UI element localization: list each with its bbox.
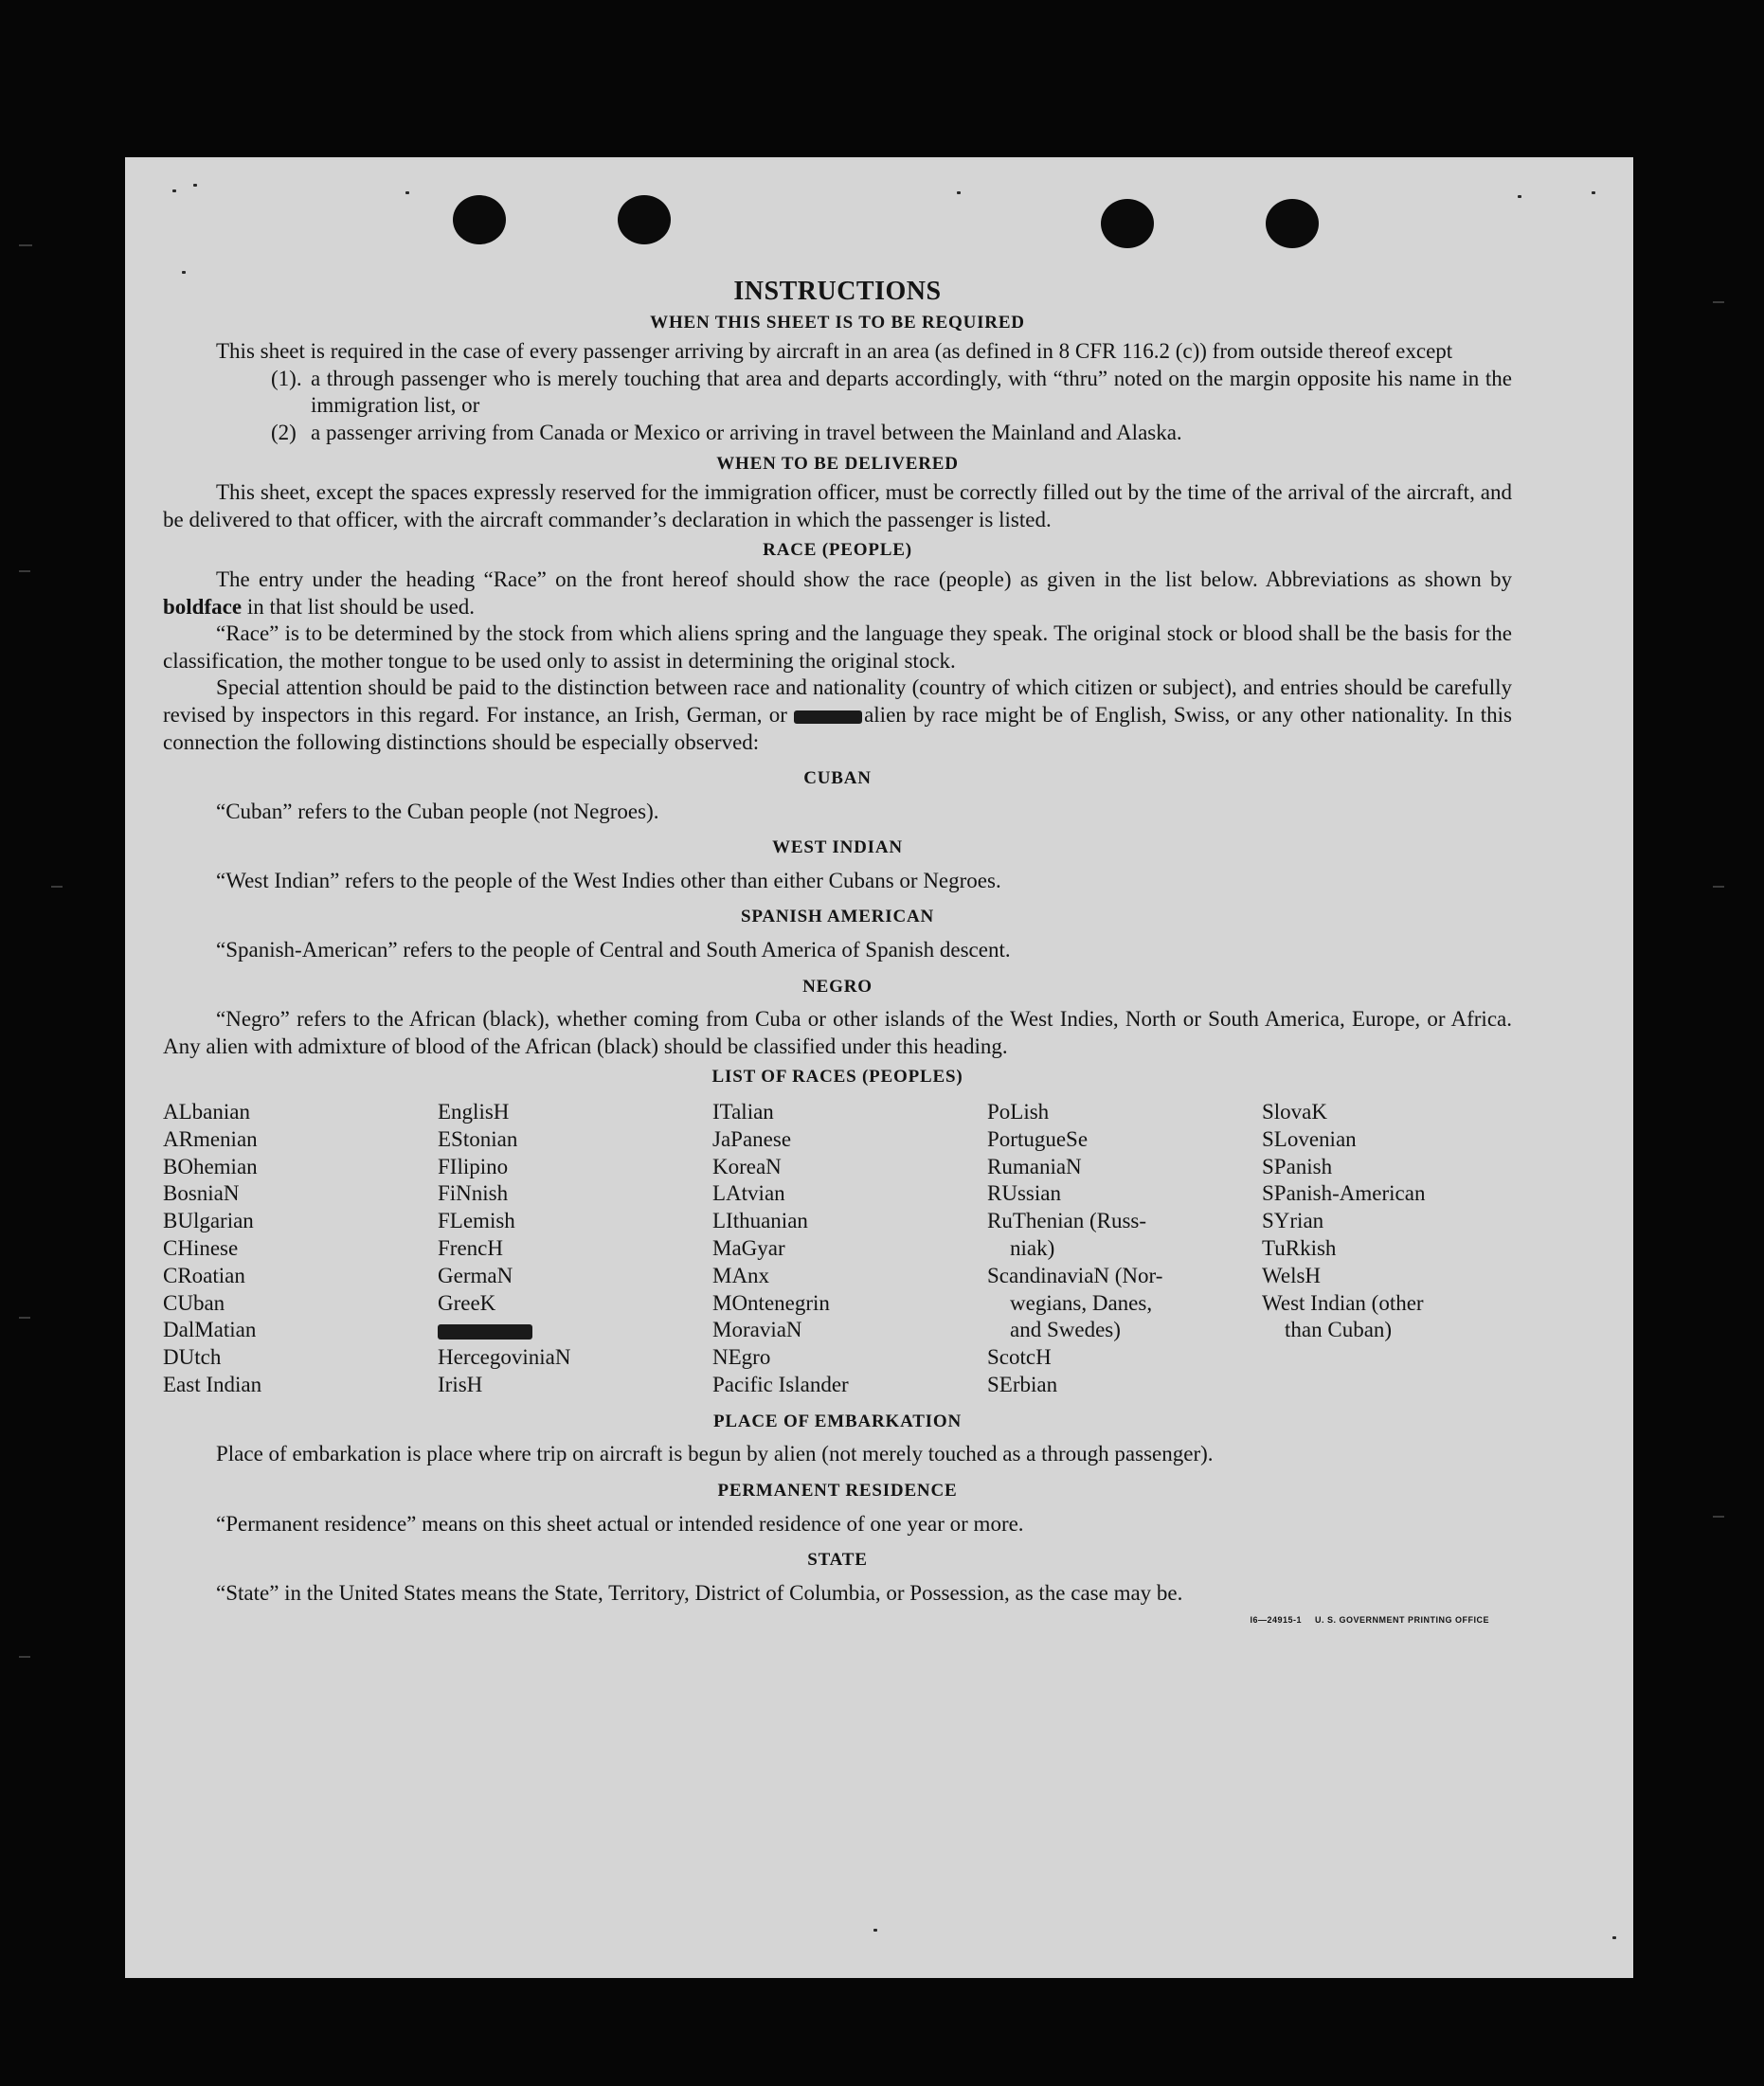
- punch-hole: [1266, 199, 1319, 248]
- paragraph-negro: “Negro” refers to the African (black), whether coming from Cuba or other islands of the West Indies, North or South America, Europe, or Africa. Any alien with admixture of blood of the African (black) should be classified under this heading.: [163, 1007, 1512, 1058]
- race-entry: FIlipino: [438, 1154, 509, 1178]
- race-entry: ALbanian: [163, 1100, 250, 1124]
- paragraph-race-entry: The entry under the heading “Race” on the front hereof should show the race (people) as given in the list below. Abbreviations as shown by boldface in that list should be used.: [163, 566, 1512, 619]
- paragraph-cuban: “Cuban” refers to the Cuban people (not Negroes).: [216, 799, 659, 823]
- race-column: [987, 1099, 1262, 1399]
- race-entry: SPanish-American: [1262, 1181, 1426, 1206]
- race-entry: ScandinaviaN (Nor- wegians, Danes, and Swedes): [987, 1263, 1163, 1342]
- race-entry: MoraviaN: [712, 1318, 802, 1342]
- heading-west-indian: WEST INDIAN: [772, 837, 903, 858]
- race-entry: Pacific Islander: [712, 1373, 849, 1396]
- heading-state: STATE: [807, 1550, 868, 1571]
- punch-hole: [453, 195, 506, 244]
- paragraph-when-delivered: This sheet, except the spaces expressly reserved for the immigration officer, must be correctly filled out by the time of the arrival of the aircraft, and be delivered to that officer, with the aircraft commander’s declaration in which the passenger is listed.: [163, 480, 1512, 531]
- paragraph-permanent-residence: “Permanent residence” means on this sheet actual or intended residence of one year or more.: [216, 1511, 1024, 1536]
- exception-text: a passenger arriving from Canada or Mexico or arriving in travel between the Mainland and Alaska.: [311, 420, 1182, 444]
- race-entry: BosniaN: [163, 1181, 240, 1206]
- instructions-content: [163, 279, 1512, 1634]
- paragraph-spanish-american: “Spanish-American” refers to the people of Central and South America of Spanish descent.: [216, 938, 1011, 962]
- race-entry: SlovaK: [1262, 1100, 1327, 1124]
- punch-hole: [618, 195, 671, 244]
- race-entry: ARmenian: [163, 1126, 258, 1151]
- race-entry: FiNnish: [438, 1181, 509, 1206]
- race-entry: DalMatian: [163, 1318, 257, 1342]
- race-entry: PortugueSe: [987, 1126, 1089, 1151]
- heading-list-of-races: LIST OF RACES (PEOPLES): [711, 1067, 963, 1088]
- race-entry: West Indian (other than Cuban): [1262, 1290, 1424, 1342]
- race-entry: ITalian: [712, 1100, 774, 1124]
- form-number: I6—24915-1: [1250, 1615, 1302, 1626]
- exception-number: (2): [271, 420, 297, 444]
- race-entry: RuThenian (Russ- niak): [987, 1209, 1147, 1261]
- race-column: [712, 1099, 987, 1399]
- race-entry: BUlgarian: [163, 1209, 254, 1233]
- paragraph-race-nationality: Special attention should be paid to the distinction between race and nationality (country of which citizen or subject), and entries should be carefully revised by inspectors in this regard. For instance, an Irish, German, or alien by race might be of English, Swiss, or any other nationality. In this connection the following distinctions should be especially observed:: [163, 675, 1513, 754]
- paragraph-state: “State” in the United States means the State, Territory, District of Columbia, or Possession, as the case may be.: [216, 1580, 1183, 1605]
- instruction-sheet: [125, 157, 1633, 1978]
- race-entry: PoLish: [987, 1100, 1050, 1124]
- exception-item: [271, 366, 1512, 420]
- race-entry: EStonian: [438, 1126, 518, 1151]
- race-entry: EnglisH: [438, 1100, 510, 1124]
- race-entry: CUban: [163, 1290, 225, 1315]
- paragraph-when-required: This sheet is required in the case of every passenger arriving by aircraft in an area (as defined in 8 CFR 116.2 (c)) from outside thereof except: [216, 339, 1453, 364]
- paragraph-west-indian: “West Indian” refers to the people of the West Indies other than either Cubans or Negroes.: [216, 868, 1001, 892]
- race-entry: SErbian: [987, 1373, 1058, 1396]
- exception-text: a through passenger who is merely touching that area and departs accordingly, with “thru” noted on the margin opposite his name in the immigration list, or: [311, 366, 1512, 418]
- race-entry: RumaniaN: [987, 1154, 1082, 1178]
- race-entry: [438, 1317, 712, 1344]
- race-entry: JaPanese: [712, 1126, 792, 1151]
- heading-spanish-american: SPANISH AMERICAN: [740, 907, 935, 927]
- race-entry: HercegoviniaN: [438, 1345, 571, 1370]
- race-column: [438, 1099, 712, 1399]
- race-list: [163, 1099, 1512, 1399]
- heading-cuban: CUBAN: [803, 768, 872, 789]
- race-entry: SPanish: [1262, 1154, 1333, 1178]
- printer-name: U. S. GOVERNMENT PRINTING OFFICE: [1314, 1615, 1489, 1626]
- race-column: [163, 1099, 438, 1399]
- paragraph-embarkation: Place of embarkation is place where trip on aircraft is begun by alien (not merely touched as a through passenger).: [216, 1442, 1214, 1466]
- paragraph-race-definition: “Race” is to be determined by the stock from which aliens spring and the language they speak. The original stock or blood shall be the basis for the classification, the mother tongue to be used only to assist in determining the original stock.: [163, 621, 1512, 673]
- heading-permanent-residence: PERMANENT RESIDENCE: [717, 1480, 958, 1501]
- page-title: INSTRUCTIONS: [733, 277, 942, 306]
- heading-when-delivered: WHEN TO BE DELIVERED: [716, 453, 959, 474]
- race-entry: CRoatian: [163, 1263, 245, 1287]
- exception-item: [271, 420, 1512, 447]
- race-entry: LIthuanian: [712, 1209, 808, 1233]
- race-entry: CHinese: [163, 1236, 239, 1261]
- race-entry: LAtvian: [712, 1181, 785, 1206]
- race-entry: GreeK: [438, 1290, 496, 1315]
- race-entry: NEgro: [712, 1345, 771, 1370]
- race-entry: MaGyar: [712, 1236, 785, 1261]
- punch-hole: [1101, 199, 1154, 248]
- race-entry: FLemish: [438, 1209, 515, 1233]
- race-entry: WelsH: [1262, 1263, 1322, 1287]
- redaction-mark: [438, 1324, 532, 1340]
- race-entry: ScotcH: [987, 1345, 1052, 1370]
- race-entry: DUtch: [163, 1345, 222, 1370]
- race-entry: IrisH: [438, 1373, 483, 1396]
- race-entry: MOntenegrin: [712, 1290, 830, 1315]
- race-entry: FrencH: [438, 1236, 503, 1261]
- heading-negro: NEGRO: [802, 976, 873, 997]
- printer-imprint: [1236, 1607, 1489, 1634]
- race-entry: RUssian: [987, 1181, 1061, 1206]
- race-entry: KoreaN: [712, 1154, 782, 1178]
- footer-line: [163, 1607, 1512, 1634]
- race-entry: MAnx: [712, 1263, 770, 1287]
- race-column: [1262, 1099, 1537, 1399]
- heading-race: RACE (PEOPLE): [763, 540, 912, 561]
- race-entry: SYrian: [1262, 1209, 1324, 1233]
- race-entry: SLovenian: [1262, 1126, 1357, 1151]
- race-entry: GermaN: [438, 1263, 513, 1287]
- race-entry: East Indian: [163, 1373, 262, 1396]
- heading-when-required: WHEN THIS SHEET IS TO BE REQUIRED: [650, 312, 1025, 333]
- heading-embarkation: PLACE OF EMBARKATION: [713, 1411, 962, 1431]
- race-entry: TuRkish: [1262, 1236, 1337, 1261]
- exception-number: (1).: [271, 366, 302, 390]
- redaction-mark: [794, 710, 862, 724]
- race-entry: BOhemian: [163, 1154, 258, 1178]
